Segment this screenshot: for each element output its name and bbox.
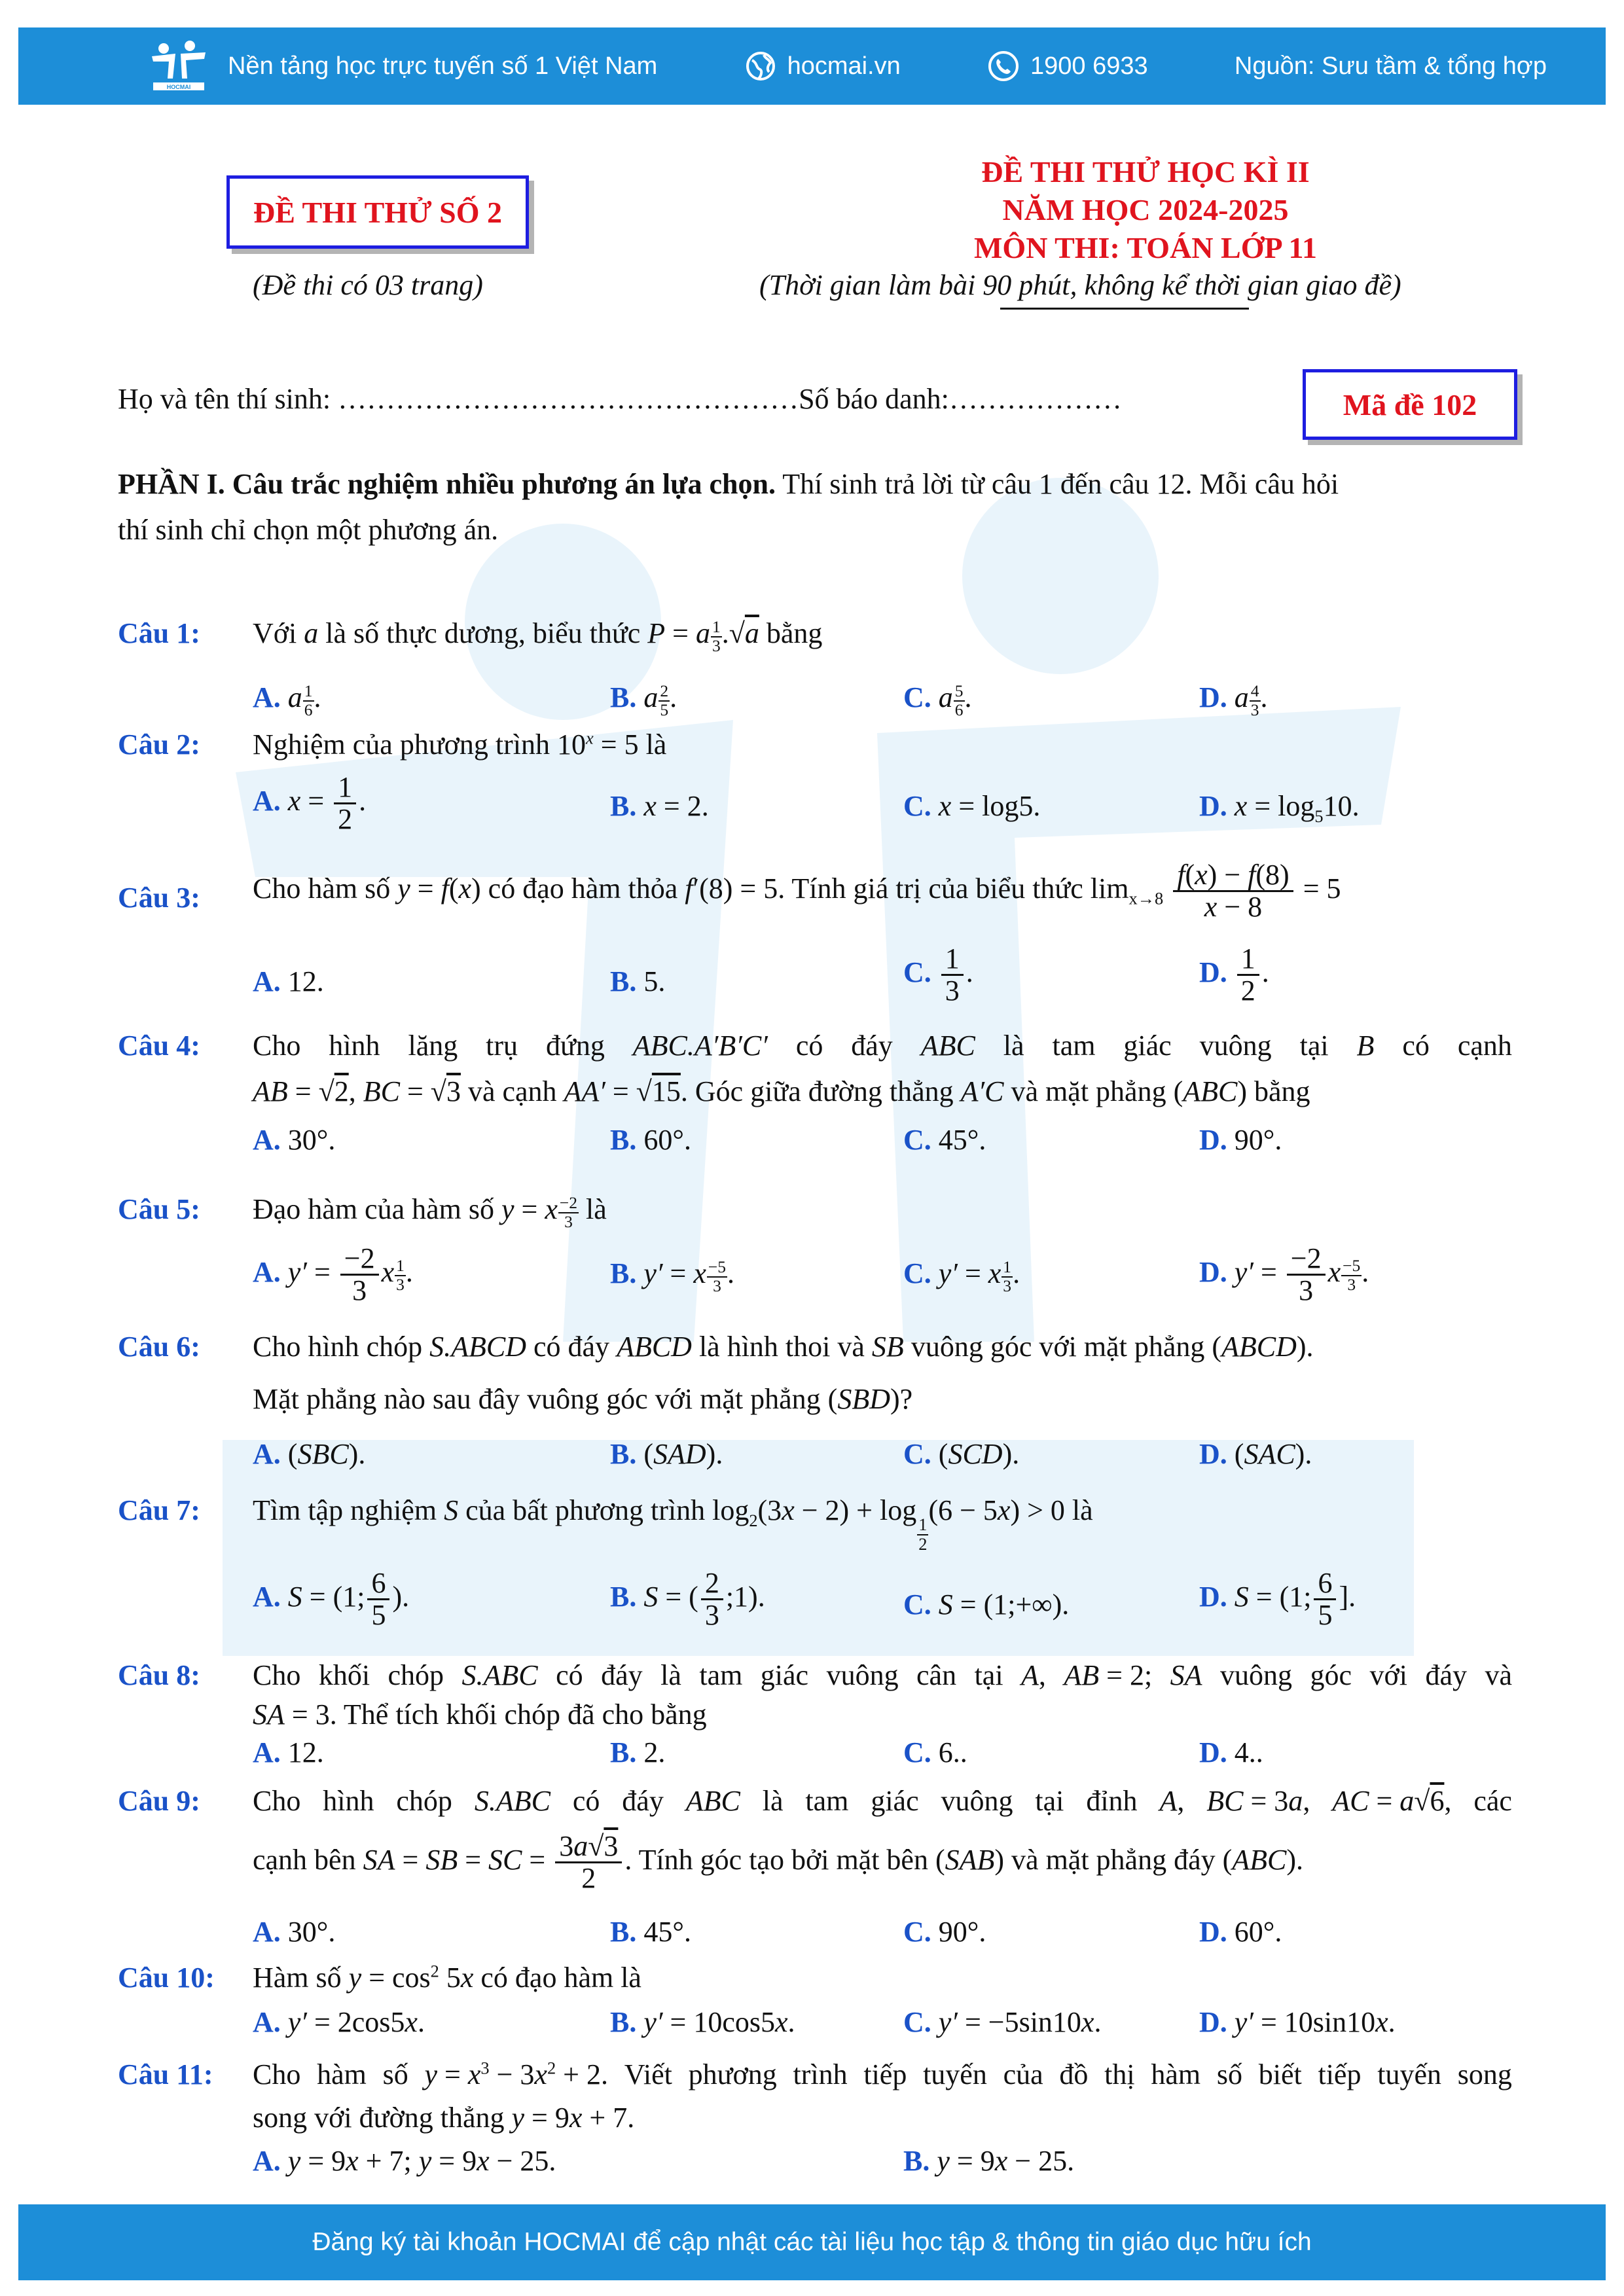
option-d[interactable]: D. $x = \log_510$. bbox=[1199, 790, 1360, 826]
time-underline bbox=[1000, 308, 1249, 310]
question-text: Với a là số thực dương, biểu thức P = a $\frac{1}{3}$ .√a bằng bbox=[253, 617, 823, 656]
option-d[interactable]: D. a $\frac{4}{3}$ . bbox=[1199, 681, 1268, 720]
question-text-2: cạnh bên SA = SB = SC = $\frac{3a√3}{2}$ . Tính góc tạo bởi mặt bên (SAB) và mặt phẳng đáy (ABC). bbox=[253, 1830, 1304, 1895]
exam-title-2: NĂM HỌC 2024-2025 bbox=[1002, 193, 1289, 226]
svg-text:HOCMAI: HOCMAI bbox=[166, 84, 191, 90]
question-label: Câu 7: bbox=[118, 1494, 200, 1526]
option-b[interactable]: B. 60°. bbox=[610, 1124, 691, 1156]
option-d[interactable]: D. S = (1; $\frac{6}{5}$ ]. bbox=[1199, 1567, 1356, 1632]
candidate-line: Họ và tên thí sinh: …………………………………………Số báo danh:……………… bbox=[118, 383, 1122, 415]
globe-icon bbox=[744, 50, 777, 82]
option-b[interactable]: B. 2. bbox=[610, 1736, 666, 1768]
option-a[interactable]: A. 12. bbox=[253, 965, 324, 997]
option-a[interactable]: A. x = $\frac{1}{2}$ . bbox=[253, 771, 367, 836]
question-label: Câu 9: bbox=[118, 1785, 200, 1817]
option-d[interactable]: D. 4.. bbox=[1199, 1736, 1263, 1768]
option-a[interactable]: A. 30°. bbox=[253, 1916, 336, 1948]
option-a[interactable]: A. 12. bbox=[253, 1736, 324, 1768]
option-c[interactable]: C. a $\frac{5}{6}$ . bbox=[903, 681, 972, 720]
option-c[interactable]: C. 6.. bbox=[903, 1736, 967, 1768]
question-text-2: Mặt phẳng nào sau đây vuông góc với mặt phẳng (SBD)? bbox=[253, 1383, 913, 1415]
option-b[interactable]: B. (SAD). bbox=[610, 1438, 723, 1470]
exam-title-3: MÔN THI: TOÁN LỚP 11 bbox=[974, 231, 1317, 264]
platform-tagline: Nền tảng học trực tuyến số 1 Việt Nam bbox=[228, 52, 658, 80]
option-d[interactable]: D. 60°. bbox=[1199, 1916, 1282, 1948]
option-b[interactable]: B. 5. bbox=[610, 965, 666, 997]
source-note: Nguồn: Sưu tầm & tổng hợp bbox=[1234, 52, 1547, 80]
question-text: Cho hình chóp S.ABCD có đáy ABCD là hình thoi và SB vuông góc với mặt phẳng (ABCD). bbox=[253, 1331, 1314, 1363]
question-label: Câu 5: bbox=[118, 1193, 200, 1225]
question-label: Câu 4: bbox=[118, 1030, 200, 1062]
time-note: (Thời gian làm bài 90 phút, không kể thời gian giao đề) bbox=[759, 269, 1401, 301]
question-label: Câu 2: bbox=[118, 728, 200, 761]
option-c[interactable]: C. y′ = x $\frac{1}{3}$ . bbox=[903, 1257, 1020, 1296]
option-c[interactable]: C. $\frac{1}{3}$ . bbox=[903, 942, 973, 1007]
question-text: Tìm tập nghiệm S của bất phương trình $\log_2(3x - 2) + \log$ $_{\frac{1}{2}}$ (6 − 5x) > 0 là bbox=[253, 1494, 1093, 1554]
question-text: Cho hàm số $y = x^3 - 3x^2 + 2$. Viết phương trình tiếp tuyến của đồ thị hàm số biết tiếp tuyến song bbox=[253, 2058, 1512, 2090]
question-label: Câu 11: bbox=[118, 2058, 213, 2090]
option-a[interactable]: A. S = (1; $\frac{6}{5}$ ). bbox=[253, 1567, 410, 1632]
question-text: Đạo hàm của hàm số y = x $\frac{-2}{3}$ là bbox=[253, 1193, 607, 1232]
part1-instructions-2: thí sinh chỉ chọn một phương án. bbox=[118, 514, 499, 546]
footer-bar[interactable] bbox=[18, 2204, 1606, 2280]
hocmai-logo bbox=[149, 39, 208, 93]
option-b[interactable]: B. y′ = x $\frac{-5}{3}$ . bbox=[610, 1257, 735, 1296]
option-a[interactable]: A. (SBC). bbox=[253, 1438, 366, 1470]
exam-code: Mã đề 102 bbox=[1303, 369, 1517, 440]
option-c[interactable]: C. 45°. bbox=[903, 1124, 986, 1156]
option-a[interactable]: A. y = 9x + 7; y = 9x − 25. bbox=[253, 2145, 556, 2177]
option-d[interactable]: D. y′ = $\frac{-2}{3}$ x $\frac{-5}{3}$ . bbox=[1199, 1242, 1369, 1307]
option-c[interactable]: C. y′ = −5sin10x. bbox=[903, 2006, 1102, 2038]
header-bar bbox=[18, 27, 1606, 105]
question-label: Câu 6: bbox=[118, 1331, 200, 1363]
question-label: Câu 1: bbox=[118, 617, 200, 649]
option-d[interactable]: D. 90°. bbox=[1199, 1124, 1282, 1156]
question-text-2: SA = 3. Thể tích khối chóp đã cho bằng bbox=[253, 1698, 707, 1731]
option-b[interactable]: B. y = 9x − 25. bbox=[903, 2145, 1075, 2177]
question-text: Cho hình lăng trụ đứng ABC.A′B′C′ có đáy ABC là tam giác vuông tại B có cạnh bbox=[253, 1030, 1512, 1062]
question-label: Câu 8: bbox=[118, 1659, 200, 1691]
footer-text: Đăng ký tài khoản HOCMAI để cập nhật các tài liệu học tập & thông tin giáo dục hữu ích bbox=[312, 2228, 1312, 2256]
question-text: Cho hàm số y = f(x) có đạo hàm thỏa f′(8) = 5. Tính giá trị của biểu thức $\lim_{x\to 8}$ $\frac{f(x) - f(8)}{x - 8}$ = 5 bbox=[253, 859, 1341, 924]
phone-icon bbox=[987, 50, 1020, 82]
question-text: Cho hình chóp S.ABC có đáy ABC là tam giác vuông tại đỉnh A, BC = 3a, AC = a√6, các bbox=[253, 1785, 1512, 1817]
question-label: Câu 10: bbox=[118, 1962, 215, 1994]
question-text: Cho khối chóp S.ABC có đáy là tam giác vuông cân tại A, AB = 2; SA vuông góc với đáy và bbox=[253, 1659, 1512, 1691]
option-a[interactable]: A. y′ = 2cos5x. bbox=[253, 2006, 425, 2038]
pages-note: (Đề thi có 03 trang) bbox=[253, 269, 483, 301]
part1-instructions: PHẦN I. Câu trắc nghiệm nhiều phương án lựa chọn. Thí sinh trả lời từ câu 1 đến câu 12. Mỗi câu hỏi bbox=[118, 468, 1339, 500]
question-label: Câu 3: bbox=[118, 882, 200, 914]
question-text: Hàm số $y = \cos^2 5x$ có đạo hàm là bbox=[253, 1961, 641, 1994]
option-d[interactable]: D. (SAC). bbox=[1199, 1438, 1312, 1470]
option-c[interactable]: C. x = log5. bbox=[903, 790, 1041, 822]
option-d[interactable]: D. $\frac{1}{2}$ . bbox=[1199, 942, 1269, 1007]
trial-exam-label: ĐỀ THI THỬ SỐ 2 bbox=[226, 175, 529, 249]
option-b[interactable]: B. 45°. bbox=[610, 1916, 691, 1948]
website-link[interactable]: hocmai.vn bbox=[744, 50, 901, 82]
question-text: Nghiệm của phương trình $10^x = 5$ là bbox=[253, 728, 667, 761]
option-a[interactable]: A. y′ = $\frac{-2}{3}$ x $\frac{1}{3}$ . bbox=[253, 1242, 413, 1307]
option-c[interactable]: C. 90°. bbox=[903, 1916, 986, 1948]
option-c[interactable]: C. S = (1;+∞). bbox=[903, 1588, 1070, 1621]
option-b[interactable]: B. S = ( $\frac{2}{3}$ ;1). bbox=[610, 1567, 765, 1632]
question-text-2: song với đường thẳng y = 9x + 7. bbox=[253, 2102, 635, 2134]
option-b[interactable]: B. x = 2. bbox=[610, 790, 709, 822]
option-d[interactable]: D. y′ = 10sin10x. bbox=[1199, 2006, 1396, 2038]
exam-title-1: ĐỀ THI THỬ HỌC KÌ II bbox=[981, 155, 1310, 188]
option-a[interactable]: A. 30°. bbox=[253, 1124, 336, 1156]
phone-link[interactable]: 1900 6933 bbox=[987, 50, 1148, 82]
option-c[interactable]: C. (SCD). bbox=[903, 1438, 1020, 1470]
question-text-2: AB = √2, BC = √3 và cạnh AA′ = √15. Góc giữa đường thẳng A′C và mặt phẳng (ABC) bằng bbox=[253, 1075, 1310, 1107]
option-b[interactable]: B. y′ = 10cos5x. bbox=[610, 2006, 795, 2038]
option-b[interactable]: B. a $\frac{2}{5}$ . bbox=[610, 681, 677, 720]
option-a[interactable]: A. a $\frac{1}{6}$ . bbox=[253, 681, 321, 720]
